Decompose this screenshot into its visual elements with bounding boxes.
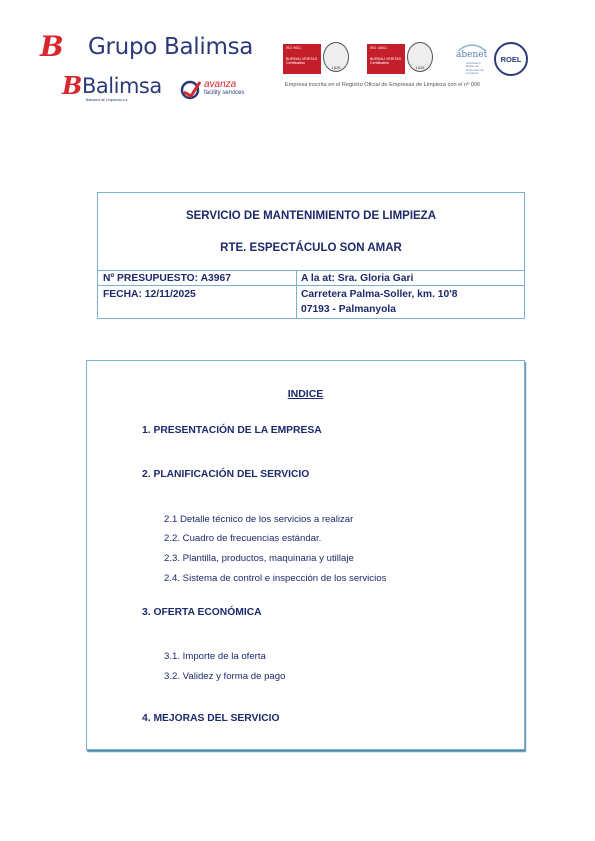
index-section-1: 1. PRESENTACIÓN DE LA EMPRESA (142, 425, 322, 436)
balimsa-tagline: Balearea de Limpiezas s.a. (86, 98, 129, 102)
index-section-2: 2. PLANIFICACIÓN DEL SERVICIO (142, 469, 310, 480)
seal-year: 1828 (331, 64, 341, 70)
abenet-tagline: Asociación Balear de Empresas de Limpieza (466, 61, 484, 76)
cert-badge-iso9001 (283, 44, 321, 74)
avanza-tagline: facility services (204, 90, 245, 96)
abenet-logo-text: abenet (456, 50, 488, 60)
service-title: SERVICIO DE MANTENIMIENTO DE LIMPIEZA (185, 210, 437, 222)
cert-label: Certification (286, 61, 305, 65)
roel-logo-text: ROEL (500, 54, 522, 64)
bureau-veritas-seal-icon (407, 42, 433, 72)
budget-date: FECHA: 12/11/2025 (103, 289, 196, 300)
roel-logo (494, 42, 528, 76)
registry-note: Empresa inscrita en el Registro Oficial de Empresas de Limpieza con el nº 006 (285, 82, 481, 88)
title-box (97, 192, 525, 319)
index-title: INDICE (287, 388, 324, 400)
index-subitem: 2.1 Detalle técnico de los servicios a realizar (164, 514, 354, 525)
index-subitem: 2.4. Sistema de control e inspección de los servicios (164, 573, 387, 584)
b-mark-icon: B (62, 71, 83, 100)
avanza-logo-text: avanza (204, 79, 237, 90)
cert-code: ISO 14001 (370, 46, 388, 50)
attention-to: A la at: Sra. Gloria Gari (301, 273, 414, 284)
divider (98, 270, 524, 271)
cert-badge-iso14001 (367, 44, 405, 74)
cert-org: BUREAU VERITAS (286, 56, 318, 61)
header (0, 0, 595, 110)
address-line-1: Carretera Palma-Soller, km. 10'8 (301, 289, 458, 300)
client-title: RTE. ESPECTÁCULO SON AMAR (220, 242, 402, 254)
abenet-logo (454, 42, 490, 76)
divider (98, 285, 524, 286)
address-line-2: 07193 - Palmanyola (301, 304, 397, 315)
grupo-logo-text: Grupo Balimsa (88, 34, 254, 60)
index-subitem: 3.1. Importe de la oferta (164, 651, 266, 662)
cert-org: BUREAU VERITAS (370, 56, 402, 61)
index-section-3: 3. OFERTA ECONÓMICA (142, 607, 262, 618)
cert-code: ISO 9001 (286, 46, 302, 50)
seal-year: 1828 (415, 64, 425, 70)
b-mark-icon: B (40, 30, 64, 63)
column-divider (296, 270, 297, 319)
avanza-swirl-icon (180, 80, 202, 100)
budget-number: Nº PRESUPUESTO: A3967 (103, 273, 231, 284)
index-subitem: 2.2. Cuadro de frecuencias estándar. (164, 533, 322, 544)
index-section-4: 4. MEJORAS DEL SERVICIO (142, 713, 280, 724)
cert-label: Certification (370, 61, 389, 65)
index-subitem: 2.3. Plantilla, productos, maquinaria y utillaje (164, 553, 354, 564)
index-subitem: 3.2. Validez y forma de pago (164, 671, 286, 682)
bureau-veritas-seal-icon (323, 42, 349, 72)
index-box (86, 360, 525, 750)
balimsa-logo-text: Balimsa (82, 74, 162, 98)
